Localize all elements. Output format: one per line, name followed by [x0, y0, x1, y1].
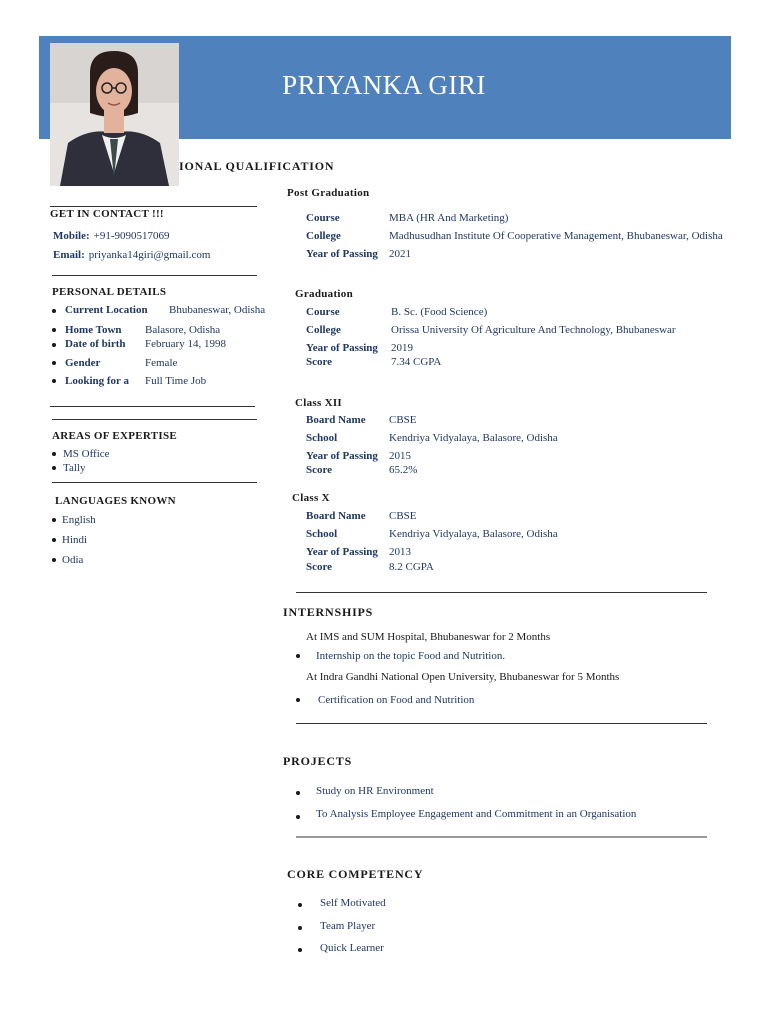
personal-heading: PERSONAL DETAILS: [52, 286, 167, 298]
divider: [296, 836, 707, 838]
edu-value: MBA (HR And Marketing): [389, 212, 509, 224]
edu-value: 65.2%: [389, 464, 418, 476]
personal-value: February 14, 1998: [145, 338, 226, 350]
edu-label: Score: [306, 356, 333, 368]
xii-title: Class XII: [295, 397, 343, 409]
bullet-icon: [298, 948, 302, 952]
x-title: Class X: [292, 492, 330, 504]
edu-label: Board Name: [306, 414, 366, 426]
edu-label: College: [306, 230, 341, 242]
bullet-icon: [296, 791, 300, 795]
project-item: Study on HR Environment: [316, 785, 434, 797]
bullet-icon: [52, 343, 56, 347]
bullet-icon: [52, 518, 56, 522]
edu-label: Year of Passing: [306, 546, 378, 558]
edu-value: B. Sc. (Food Science): [391, 306, 488, 318]
email-label: Email:: [53, 249, 85, 261]
bullet-icon: [52, 379, 56, 383]
bullet-icon: [52, 558, 56, 562]
contact-mobile: [53, 226, 170, 244]
edu-label: Course: [306, 212, 340, 224]
qualification-heading: IONAL QUALIFICATION: [179, 159, 335, 173]
edu-value: 2015: [389, 450, 411, 462]
personal-label: Current Location: [65, 304, 148, 316]
edu-value: Kendriya Vidyalaya, Balasore, Odisha: [389, 528, 558, 540]
competency-item: Self Motivated: [320, 897, 386, 909]
edu-value: Kendriya Vidyalaya, Balasore, Odisha: [389, 432, 558, 444]
bullet-icon: [296, 815, 300, 819]
personal-value: Female: [145, 357, 178, 369]
candidate-name: PRIYANKA GIRI: [282, 70, 486, 100]
language-item: Odia: [62, 554, 84, 566]
edu-value: Madhusudhan Institute Of Cooperative Management, Bhubaneswar, Odisha: [389, 230, 723, 242]
expertise-heading: AREAS OF EXPERTISE: [52, 430, 178, 442]
competency-item: Team Player: [320, 920, 376, 932]
edu-value: 2021: [389, 248, 411, 260]
personal-value: Full Time Job: [145, 375, 207, 387]
language-item: Hindi: [62, 534, 88, 546]
project-item: To Analysis Employee Engagement and Commitment in an Organisation: [316, 808, 637, 820]
personal-value: Bhubaneswar, Odisha: [169, 304, 266, 316]
bullet-icon: [52, 538, 56, 542]
personal-value: Balasore, Odisha: [145, 324, 221, 336]
divider: [52, 275, 257, 276]
expertise-item: MS Office: [63, 448, 110, 460]
internship-place: At Indra Gandhi National Open University, Bhubaneswar for 5 Months: [306, 671, 620, 683]
mobile-label: Mobile:: [53, 230, 90, 242]
divider: [296, 592, 707, 593]
bullet-icon: [52, 466, 56, 470]
edu-label: Year of Passing: [306, 450, 378, 462]
internship-detail: Internship on the topic Food and Nutrition.: [316, 650, 506, 662]
edu-value: 2019: [391, 342, 413, 354]
personal-label: Looking for a: [65, 375, 129, 387]
contact-email: [53, 245, 210, 263]
language-item: English: [62, 514, 96, 526]
personal-label: Date of birth: [65, 338, 126, 350]
mobile-value: +91-9090517069: [93, 230, 170, 242]
edu-value: Orissa University Of Agriculture And Technology, Bhubaneswar: [391, 324, 676, 336]
projects-heading: PROJECTS: [283, 754, 353, 768]
edu-value: 8.2 CGPA: [389, 561, 434, 573]
competency-heading: CORE COMPETENCY: [287, 867, 424, 881]
edu-value: CBSE: [389, 414, 417, 426]
divider: [50, 206, 257, 207]
personal-label: Home Town: [65, 324, 122, 336]
edu-value: 2013: [389, 546, 411, 558]
edu-value: CBSE: [389, 510, 417, 522]
internships-heading: INTERNSHIPS: [283, 605, 374, 619]
profile-photo: [50, 43, 179, 186]
divider: [50, 406, 255, 407]
bullet-icon: [298, 903, 302, 907]
bullet-icon: [52, 328, 56, 332]
divider: [52, 482, 257, 483]
bullet-icon: [52, 309, 56, 313]
internship-place: At IMS and SUM Hospital, Bhubaneswar for 2 Months: [306, 631, 551, 643]
internship-detail: Certification on Food and Nutrition: [318, 694, 475, 706]
edu-label: Board Name: [306, 510, 366, 522]
edu-label: School: [306, 528, 338, 540]
contact-heading: GET IN CONTACT !!!: [50, 208, 164, 220]
divider: [52, 419, 257, 420]
languages-heading: LANGUAGES KNOWN: [55, 495, 176, 507]
personal-label: Gender: [65, 357, 101, 369]
edu-label: Course: [306, 306, 340, 318]
grad-title: Graduation: [295, 288, 354, 300]
edu-label: Year of Passing: [306, 248, 378, 260]
edu-value: 7.34 CGPA: [391, 356, 442, 368]
divider: [296, 723, 707, 724]
bullet-icon: [52, 361, 56, 365]
competency-item: Quick Learner: [320, 942, 384, 954]
pg-title: Post Graduation: [287, 187, 370, 199]
expertise-item: Tally: [63, 462, 86, 474]
email-value[interactable]: priyanka14giri@gmail.com: [88, 249, 211, 261]
bullet-icon: [298, 926, 302, 930]
bullet-icon: [296, 654, 300, 658]
edu-label: College: [306, 324, 341, 336]
bullet-icon: [296, 698, 300, 702]
edu-label: Score: [306, 464, 333, 476]
edu-label: School: [306, 432, 338, 444]
edu-label: Year of Passing: [306, 342, 378, 354]
edu-label: Score: [306, 561, 333, 573]
person-portrait-icon: [50, 43, 179, 186]
bullet-icon: [52, 452, 56, 456]
